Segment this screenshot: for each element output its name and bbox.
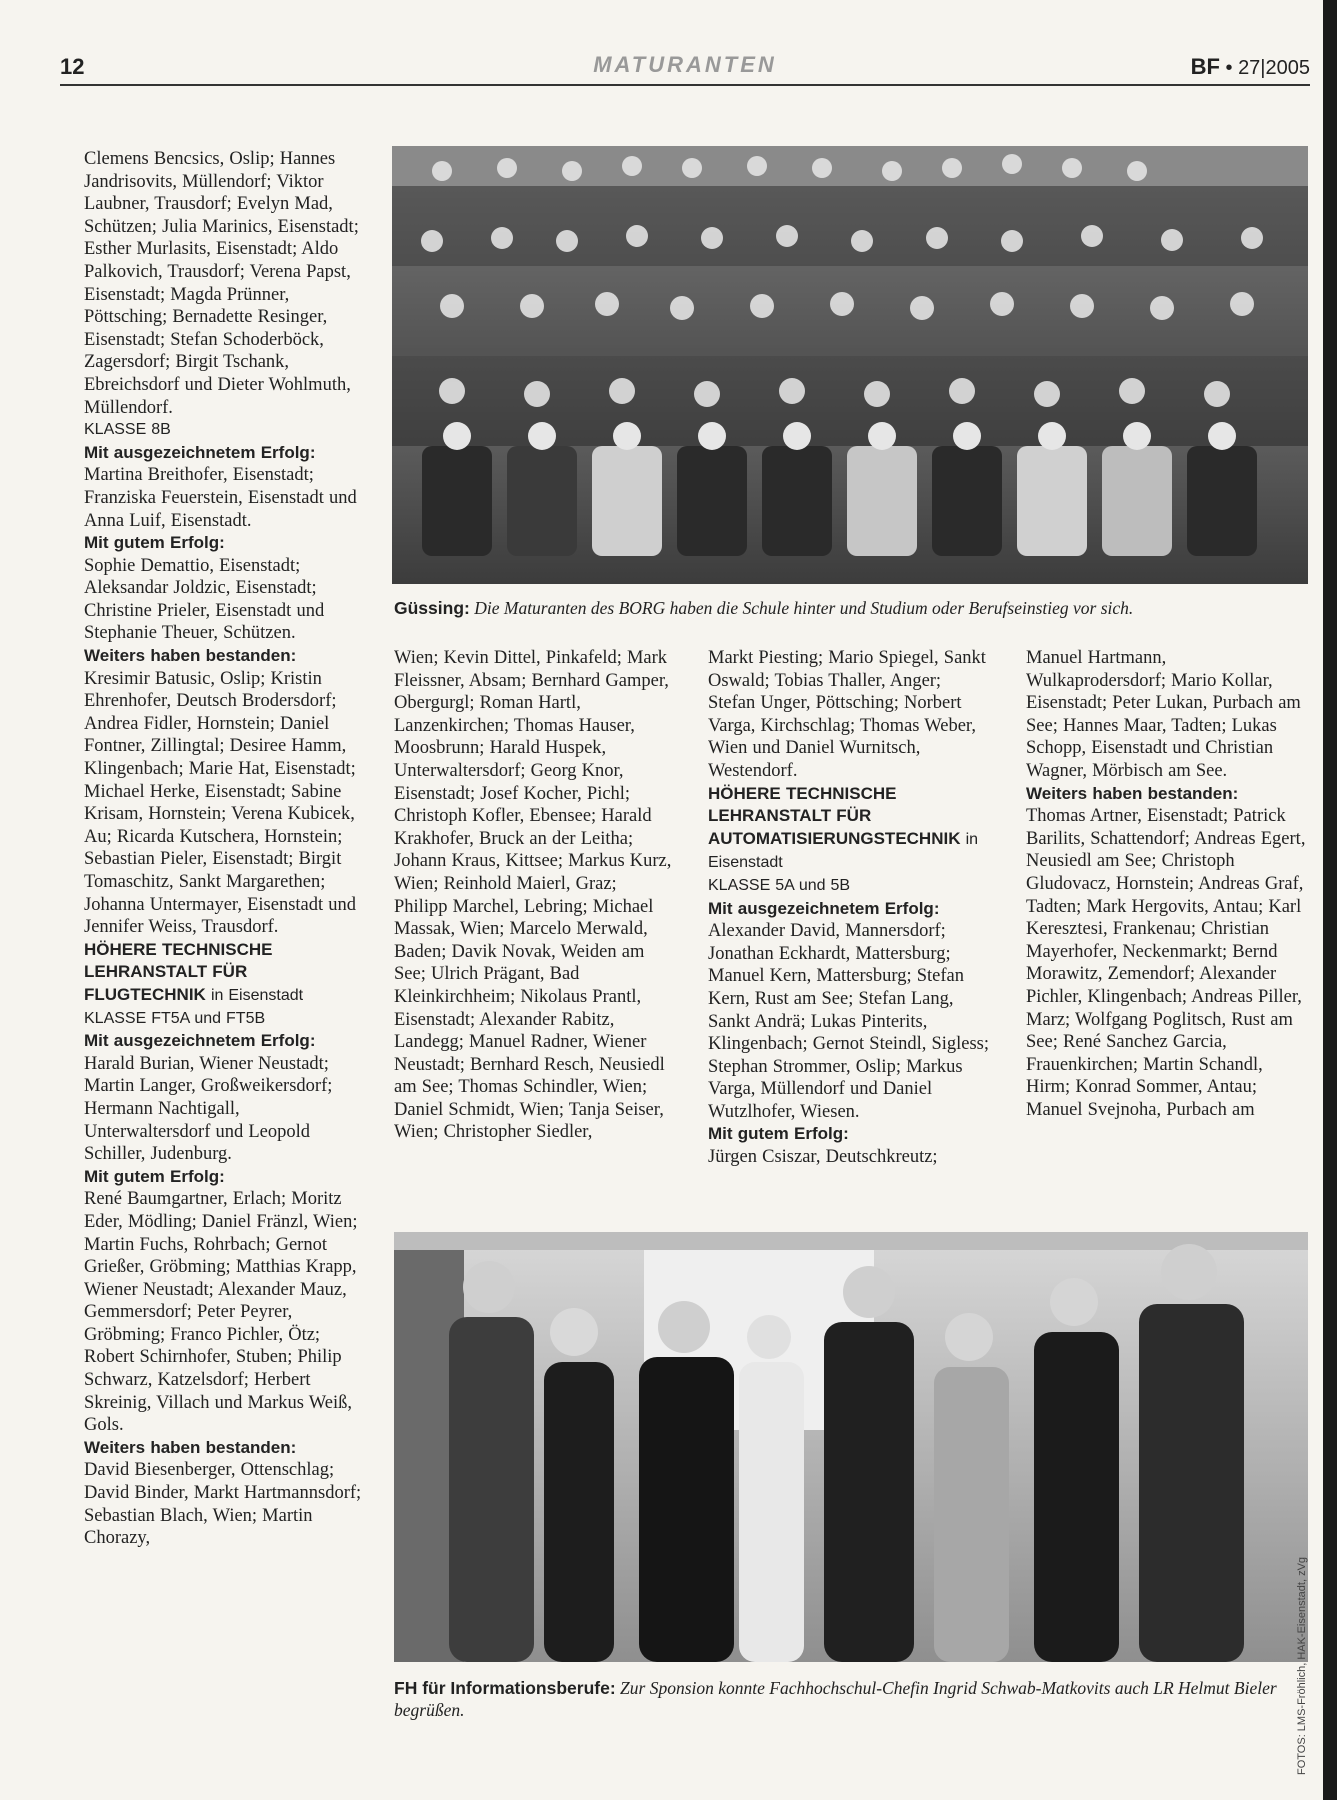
- column-2: [394, 647, 672, 1144]
- subheading: Mit ausgezeichnetem Erfolg:: [84, 1031, 316, 1051]
- subheading: Weiters haben bestanden:: [84, 1437, 297, 1457]
- paragraph: Martina Breithofer, Eisenstadt; Franziska Feuerstein, Eisenstadt und Anna Luif, Eisenstadt.: [84, 465, 357, 531]
- page-edge: [1323, 0, 1337, 1800]
- paragraph: Markt Piesting; Mario Spiegel, Sankt Oswald; Tobias Thaller, Anger; Stefan Unger, Pöttsching; Norbert Varga, Kirchschlag; Thomas Weber, Wien und Daniel Wurnitsch, Westendorf.: [708, 648, 986, 781]
- photo-caption: [394, 597, 1310, 619]
- photo-caption-2: [394, 1677, 1294, 1721]
- school-location: in Eisenstadt: [210, 986, 304, 1004]
- school-heading: HÖHERE TECHNISCHE LEHRANSTALT FÜR AUTOMATISIERUNGSTECHNIK: [708, 783, 961, 848]
- paragraph: Alexander David, Mannersdorf; Jonathan Eckhardt, Mattersburg; Manuel Kern, Mattersburg; Stefan Kern, Rust am See; Stefan Lang, Sankt Andrä; Lukas Pinterits, Klingenbach; Gernot Steindl, Sigless; Stephan Strommer, Oslip; Markus Varga, Müllendorf und Daniel Wutzlhofer, Wiesen.: [708, 921, 990, 1122]
- separator-dot: •: [1225, 57, 1233, 79]
- group-photo: [392, 146, 1308, 584]
- paragraph: René Baumgartner, Erlach; Moritz Eder, Mödling; Daniel Fränzl, Wien; Martin Fuchs, Rohrbach; Gernot Grießer, Gröbming; Matthias Krapp, Wiener Neustadt; Alexander Mauz, Gemmersdorf; Peter Peyrer, Gröbming; Franco Pichler, Ötz; Robert Schirnhofer, Stuben; Philip Schwarz, Katzelsdorf; Herbert Skreinig, Villach und Markus Weiß, Gols.: [84, 1189, 358, 1436]
- subheading: Mit gutem Erfolg:: [84, 533, 225, 553]
- caption-text: Zur Sponsion konnte Fachhochschul-Chefin Ingrid Schwab-Matkovits auch LR Helmut Bieler begrüßen.: [394, 1678, 1277, 1720]
- page-number: 12: [60, 54, 85, 79]
- column-4: [1026, 647, 1308, 1121]
- paragraph: Jürgen Csiszar, Deutschkreutz;: [708, 1147, 938, 1168]
- photo-credit: FOTOS: LMS-Fröhlich, HAK-Eisenstadt, zVg: [1296, 1556, 1308, 1775]
- header-rule: [60, 84, 1310, 86]
- issue-info: [1191, 54, 1310, 80]
- school-location: in Eisenstadt: [708, 830, 979, 872]
- column-1: [84, 148, 366, 1550]
- subheading: Mit ausgezeichnetem Erfolg:: [708, 898, 940, 918]
- paragraph: Sophie Demattio, Eisenstadt; Aleksandar Joldzic, Eisenstadt; Christine Prieler, Eisenstadt und Stephanie Theuer, Schützen.: [84, 555, 325, 644]
- subheading: Weiters haben bestanden:: [84, 646, 297, 666]
- school-heading: HÖHERE TECHNISCHE LEHRANSTALT FÜR FLUGTECHNIK: [84, 939, 273, 1004]
- caption-lead: FH für Informationsberufe:: [394, 1678, 616, 1698]
- caption-lead: Güssing:: [394, 598, 470, 618]
- section-title: MATURANTEN: [593, 52, 777, 77]
- class-label: KLASSE 8B: [84, 421, 171, 439]
- class-label: KLASSE FT5A und FT5B: [84, 1009, 266, 1027]
- page-header: [60, 50, 1310, 86]
- sponsion-photo: [394, 1232, 1308, 1662]
- paragraph: Clemens Bencsics, Oslip; Hannes Jandrisovits, Müllendorf; Viktor Laubner, Trausdorf; Evelyn Mad, Schützen; Julia Marinics, Eisenstadt; Esther Murlasits, Eisenstadt; Aldo Palkovich, Trausdorf; Verena Papst, Eisenstadt; Magda Prünner, Pöttsching; Bernadette Resinger, Eisenstadt; Stefan Schoderböck, Zagersdorf; Birgit Tschank, Ebreichsdorf und Dieter Wohlmuth, Müllendorf.: [84, 149, 359, 418]
- paragraph: Kresimir Batusic, Oslip; Kristin Ehrenhofer, Deutsch Brodersdorf; Andrea Fidler, Hornstein; Daniel Fontner, Zillingtal; Desiree Hamm, Klingenbach; Marie Hat, Eisenstadt; Michael Herke, Eisenstadt; Sabine Krisam, Hornstein; Verena Kubicek, Au; Ricarda Kutschera, Hornstein; Sebastian Pieler, Eisenstadt; Birgit Tomaschitz, Sankt Margarethen; Johanna Untermayer, Eisenstadt und Jennifer Weiss, Trausdorf.: [84, 668, 357, 938]
- class-label: KLASSE 5A und 5B: [708, 876, 851, 894]
- subheading: Mit gutem Erfolg:: [708, 1124, 849, 1144]
- paragraph: Thomas Artner, Eisenstadt; Patrick Barilits, Schattendorf; Andreas Egert, Neusiedl am See; Christoph Gludovacz, Hornstein; Andreas Graf, Tadten; Mark Hergovits, Antau; Karl Keresztesi, Frankenau; Christian Mayerhofer, Neckenmarkt; Bernd Morawitz, Zemendorf; Alexander Pichler, Klingenbach; Andreas Piller, Marz; Wolfgang Poglitsch, Rust am See; René Sanchez Garcia, Frauenkirchen; Martin Schandl, Hirm; Konrad Sommer, Antau; Manuel Svejnoha, Purbach am: [1026, 806, 1306, 1120]
- subheading: Weiters haben bestanden:: [1026, 783, 1239, 803]
- column-3: [708, 647, 990, 1169]
- paragraph: Manuel Hartmann, Wulkaprodersdorf; Mario Kollar, Eisenstadt; Peter Lukan, Purbach am See; Hannes Maar, Tadten; Lukas Schopp, Eisenstadt und Christian Wagner, Mörbisch am See.: [1026, 648, 1301, 781]
- publication-name: BF: [1190, 54, 1220, 79]
- paragraph: Harald Burian, Wiener Neustadt; Martin Langer, Großweikersdorf; Hermann Nachtigall, Unterwaltersdorf und Leopold Schiller, Judenburg.: [84, 1053, 333, 1165]
- subheading: Mit ausgezeichnetem Erfolg:: [84, 442, 316, 462]
- paragraph: David Biesenberger, Ottenschlag; David Binder, Markt Hartmannsdorf; Sebastian Blach, Wien; Martin Chorazy,: [84, 1460, 362, 1549]
- issue-number: 27|2005: [1238, 57, 1310, 79]
- caption-text: Die Maturanten des BORG haben die Schule hinter und Studium oder Berufseinstieg vor sich.: [474, 598, 1134, 618]
- paragraph: Wien; Kevin Dittel, Pinkafeld; Mark Fleissner, Absam; Bernhard Gamper, Obergurgl; Roman Hartl, Lanzenkirchen; Thomas Hauser, Moosbrunn; Harald Huspek, Unterwaltersdorf; Georg Knor, Eisenstadt; Josef Kocher, Pichl; Christoph Kofler, Ebensee; Harald Krakhofer, Bruck an der Leitha; Johann Kraus, Kittsee; Markus Kurz, Wien; Reinhold Maierl, Graz; Philipp Marchel, Lebring; Michael Massak, Wien; Marcelo Merwald, Baden; Davik Novak, Weiden am See; Ulrich Prägant, Bad Kleinkirchheim; Nikolaus Prantl, Eisenstadt; Alexander Rabitz, Landegg; Manuel Radner, Wiener Neustadt; Bernhard Resch, Neusiedl am See; Thomas Schindler, Wien; Daniel Schmidt, Wien; Tanja Seiser, Wien; Christopher Siedler,: [394, 648, 672, 1143]
- subheading: Mit gutem Erfolg:: [84, 1166, 225, 1186]
